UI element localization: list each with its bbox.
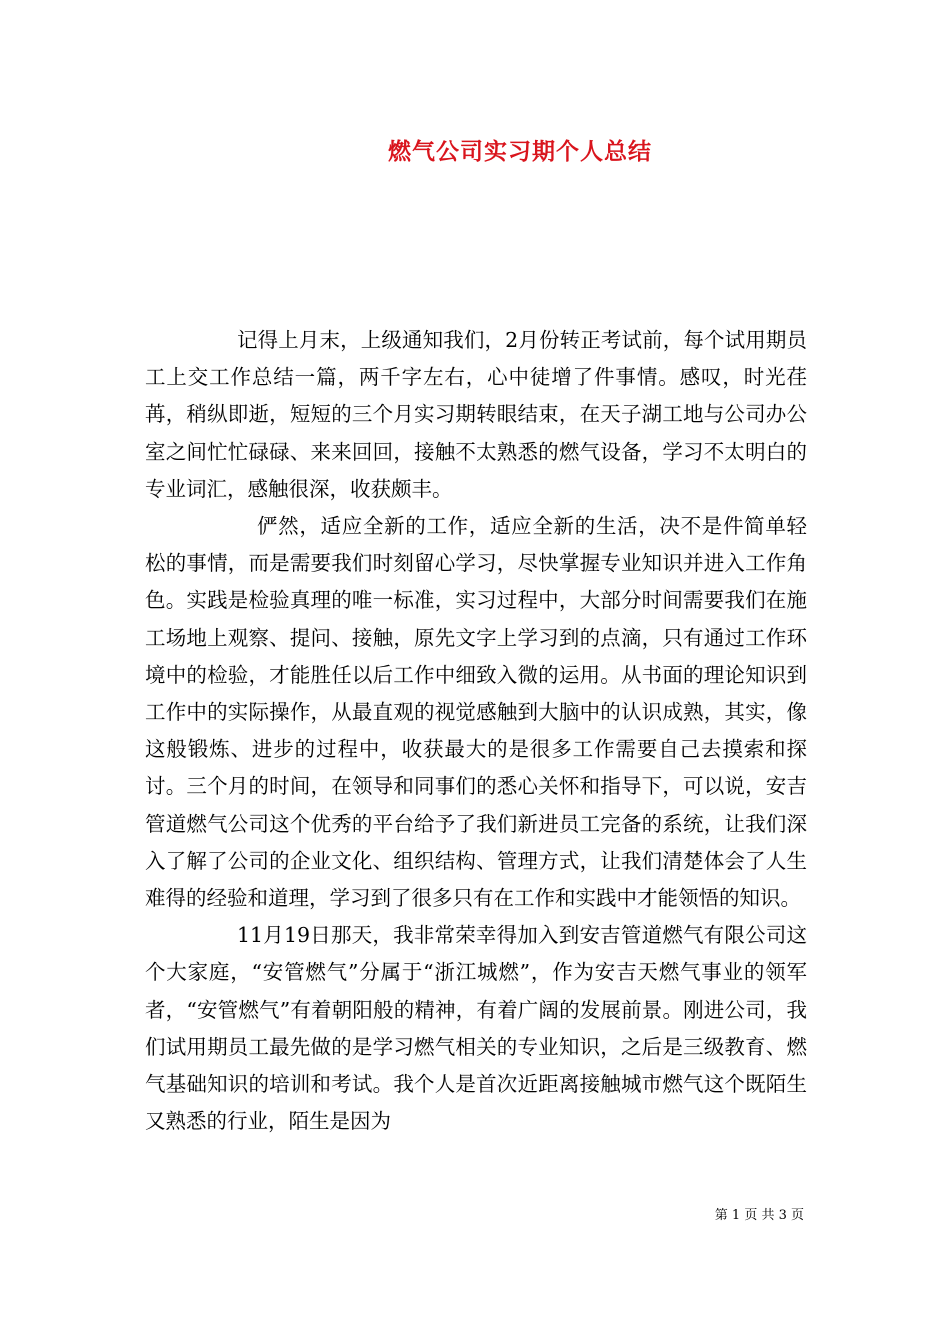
page-title: 燃气公司实习期个人总结 bbox=[388, 138, 652, 165]
paragraph-1: 记得上月末，上级通知我们，2月份转正考试前，每个试用期员工上交工作总结一篇，两千字左右，心中徒增了件事情。感叹，时光荏苒，稍纵即逝，短短的三个月实习期转眼结束，在天子湖工地与公司办公室之间忙忙碌碌、来来回回，接触不太熟悉的燃气设备，学习不太明白的专业词汇，感触很深，收获颇丰。 bbox=[145, 328, 807, 501]
page-footer: 第 1 页 共 3 页 bbox=[714, 1208, 804, 1223]
document-body bbox=[145, 322, 807, 1140]
paragraph-3: 11月19日那天，我非常荣幸得加入到安吉管道燃气有限公司这个大家庭，“安管燃气”分属于“浙江城燃”，作为安吉天燃气事业的领军者，“安管燃气”有着朝阳般的精神，有着广阔的发展前景。刚进公司，我们试用期员工最先做的是学习燃气相关的专业知识，之后是三级教育、燃气基础知识的培训和考试。我个人是首次近距离接触城市燃气这个既陌生又熟悉的行业，陌生是因为 bbox=[145, 923, 807, 1134]
paragraph-2: 俨然，适应全新的工作，适应全新的生活，决不是件简单轻松的事情，而是需要我们时刻留心学习，尽快掌握专业知识并进入工作角色。实践是检验真理的唯一标准，实习过程中，大部分时间需要我们在施工场地上观察、提问、接触，原先文字上学习到的点滴，只有通过工作环境中的检验，才能胜任以后工作中细致入微的运用。从书面的理论知识到工作中的实际操作，从最直观的视觉感触到大脑中的认识成熟，其实，像这般锻炼、进步的过程中，收获最大的是很多工作需要自己去摸索和探讨。三个月的时间，在领导和同事们的悉心关怀和指导下，可以说，安吉管道燃气公司这个优秀的平台给予了我们新进员工完备的系统，让我们深入了解了公司的企业文化、组织结构、管理方式，让我们清楚体会了人生难得的经验和道理，学习到了很多只有在工作和实践中才能领悟的知识。 bbox=[145, 514, 807, 911]
